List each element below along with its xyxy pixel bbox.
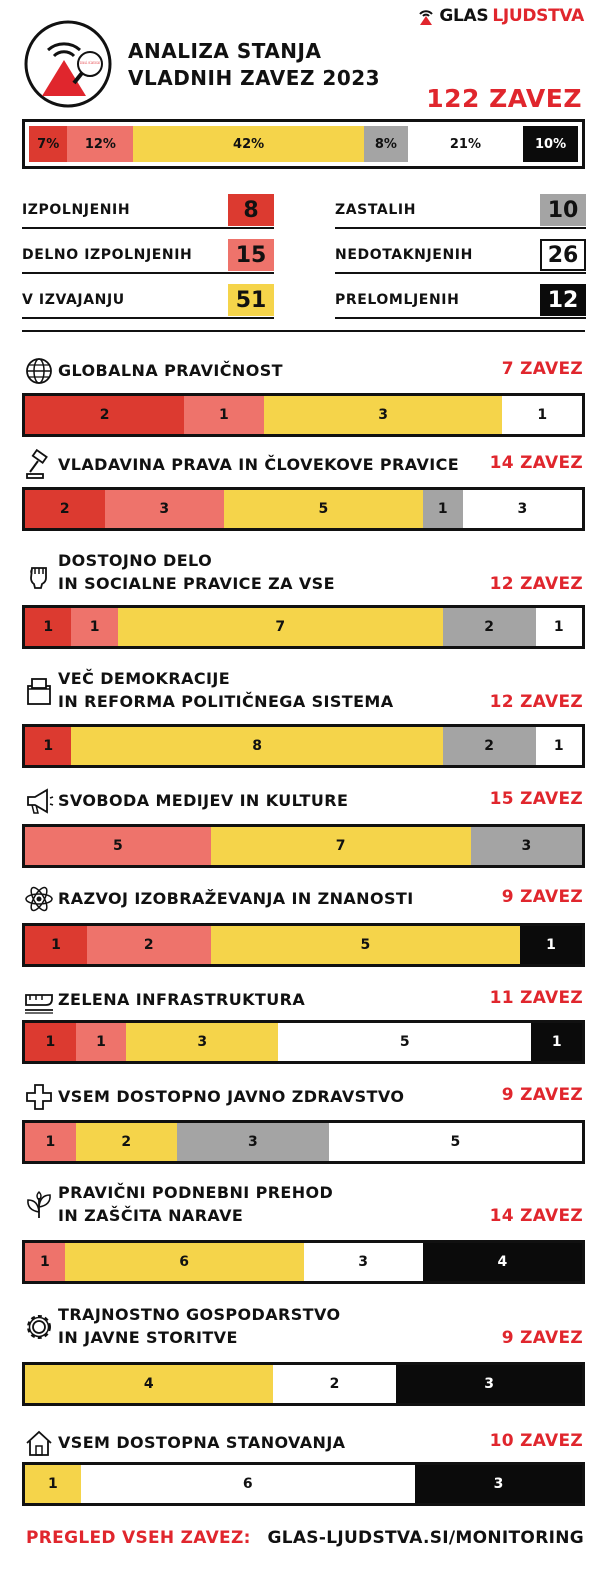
bar-segment-prelomljene: 4 xyxy=(423,1243,582,1281)
bar-segment-prelomljene: 3 xyxy=(415,1465,582,1503)
brand-part1: GLAS xyxy=(439,6,489,26)
category-bar xyxy=(22,1240,585,1284)
category-bar xyxy=(22,923,585,967)
bar-segment-izvajanje: 4 xyxy=(25,1365,273,1403)
broadcast-icon xyxy=(417,6,435,26)
category-bar xyxy=(22,1362,585,1406)
bar-segment-izpolnjene: 1 xyxy=(25,608,71,646)
category-title xyxy=(58,1181,333,1227)
bar-segment-nedotaknjene: 3 xyxy=(304,1243,423,1281)
category-title xyxy=(58,359,283,382)
bar-segment-delno: 3 xyxy=(105,490,224,528)
bar-segment-nedotaknjene: 5 xyxy=(278,1023,531,1061)
category-title-line: SVOBODA MEDIJEV IN KULTURE xyxy=(58,791,349,810)
gear-icon xyxy=(24,1312,54,1342)
title-line-1: ANALIZA STANJA xyxy=(128,39,322,63)
category-bar xyxy=(22,1020,585,1064)
category-title xyxy=(58,667,394,713)
category-bar xyxy=(22,1120,585,1164)
fist-icon xyxy=(24,558,54,588)
bar-segment-delno: 1 xyxy=(71,608,117,646)
house-icon xyxy=(24,1428,54,1458)
category-title xyxy=(58,453,459,476)
bar-segment-izpolnjene: 2 xyxy=(25,490,105,528)
bar-segment-delno: 1 xyxy=(25,1243,65,1281)
category-title xyxy=(58,887,414,910)
bar-segment-nedotaknjene: 1 xyxy=(502,396,582,434)
category-count: 14 ZAVEZ xyxy=(489,1206,583,1226)
brand-part2: LJUDSTVA xyxy=(492,6,584,26)
summary-segment-nedotaknjene: 21% xyxy=(408,126,523,162)
stat-delno xyxy=(22,238,274,274)
category-bar xyxy=(22,487,585,531)
bar-segment-nedotaknjene: 5 xyxy=(329,1123,582,1161)
bar-segment-delno: 1 xyxy=(184,396,264,434)
bar-segment-delno: 1 xyxy=(76,1023,127,1061)
stat-count: 8 xyxy=(228,194,274,226)
summary-segment-prelomljene: 10% xyxy=(523,126,578,162)
category-bar xyxy=(22,1462,585,1506)
bar-segment-delno: 5 xyxy=(25,827,211,865)
bar-segment-prelomljene: 3 xyxy=(396,1365,582,1403)
bar-segment-zastale: 3 xyxy=(471,827,582,865)
category-title xyxy=(58,549,335,595)
footer xyxy=(26,1528,584,1548)
bar-segment-izvajanje: 8 xyxy=(71,727,442,765)
gavel-icon xyxy=(24,450,54,480)
category-count: 11 ZAVEZ xyxy=(489,988,583,1008)
stat-count: 12 xyxy=(540,284,586,316)
bar-segment-nedotaknjene: 2 xyxy=(273,1365,397,1403)
ballot-box-icon xyxy=(24,676,54,706)
summary-segment-zastale: 8% xyxy=(364,126,408,162)
bar-segment-zastale: 1 xyxy=(423,490,463,528)
category-title-line: IN JAVNE STORITVE xyxy=(58,1328,238,1347)
report-logo-icon xyxy=(24,20,112,108)
bar-segment-izvajanje: 6 xyxy=(65,1243,304,1281)
bar-segment-izvajanje: 5 xyxy=(211,926,520,964)
stat-prelomljene xyxy=(335,283,586,319)
category-count: 15 ZAVEZ xyxy=(489,789,583,809)
bar-segment-izvajanje: 1 xyxy=(25,1465,81,1503)
stat-count: 10 xyxy=(540,194,586,226)
bar-segment-izvajanje: 7 xyxy=(211,827,471,865)
bar-segment-nedotaknjene: 6 xyxy=(81,1465,415,1503)
bar-segment-zastale: 2 xyxy=(443,608,536,646)
category-title-line: TRAJNOSTNO GOSPODARSTVO xyxy=(58,1305,341,1324)
category-title-line: DOSTOJNO DELO xyxy=(58,551,213,570)
stat-label: IZPOLNJENIH xyxy=(22,202,131,218)
total-count: 122 ZAVEZ xyxy=(426,84,582,113)
bar-segment-zastale: 2 xyxy=(443,727,536,765)
footer-label: PREGLED VSEH ZAVEZ: xyxy=(26,1528,251,1548)
category-title-line: IN SOCIALNE PRAVICE ZA VSE xyxy=(58,574,335,593)
stat-count: 15 xyxy=(228,239,274,271)
stat-nedotaknjene xyxy=(335,238,586,274)
brand-logo xyxy=(417,6,584,26)
summary-segment-izpolnjene: 7% xyxy=(29,126,67,162)
page-title xyxy=(128,38,380,92)
category-title-line: IN REFORMA POLITIČNEGA SISTEMA xyxy=(58,692,394,711)
category-title xyxy=(58,1303,340,1349)
bar-segment-izpolnjene: 2 xyxy=(25,396,184,434)
atom-icon xyxy=(24,884,54,914)
summary-bar-segments xyxy=(29,126,578,162)
stat-izvajanje xyxy=(22,283,274,319)
divider xyxy=(22,330,585,332)
stat-count: 51 xyxy=(228,284,274,316)
bar-segment-nedotaknjene: 1 xyxy=(536,608,582,646)
stat-zastale xyxy=(335,193,586,229)
train-icon xyxy=(24,985,54,1015)
title-line-2: VLADNIH ZAVEZ 2023 xyxy=(128,66,381,90)
category-title-line: IN ZAŠČITA NARAVE xyxy=(58,1206,244,1225)
bar-segment-prelomljene: 1 xyxy=(531,1023,582,1061)
category-title xyxy=(58,988,305,1011)
bar-segment-izvajanje: 7 xyxy=(118,608,443,646)
summary-segment-delno: 12% xyxy=(67,126,133,162)
category-title xyxy=(58,1085,404,1108)
bar-segment-izvajanje: 3 xyxy=(264,396,503,434)
category-count: 14 ZAVEZ xyxy=(489,453,583,473)
bar-segment-prelomljene: 1 xyxy=(520,926,582,964)
category-title-line: VEČ DEMOKRACIJE xyxy=(58,669,231,688)
stat-label: NEDOTAKNJENIH xyxy=(335,247,473,263)
bar-segment-delno: 1 xyxy=(25,1123,76,1161)
bar-segment-izvajanje: 2 xyxy=(76,1123,177,1161)
stat-label: DELNO IZPOLNJENIH xyxy=(22,247,193,263)
category-title-line: ZELENA INFRASTRUKTURA xyxy=(58,990,306,1009)
category-title-line: RAZVOJ IZOBRAŽEVANJA IN ZNANOSTI xyxy=(58,889,414,908)
stat-label: V IZVAJANJU xyxy=(22,292,125,308)
footer-link[interactable]: GLAS-LJUDSTVA.SI/MONITORING xyxy=(267,1528,584,1548)
bar-segment-zastale: 3 xyxy=(177,1123,329,1161)
stat-izpolnjene xyxy=(22,193,274,229)
category-count: 7 ZAVEZ xyxy=(501,359,583,379)
category-count: 9 ZAVEZ xyxy=(501,887,583,907)
category-bar xyxy=(22,824,585,868)
category-title-line: GLOBALNA PRAVIČNOST xyxy=(58,361,283,380)
globe-icon xyxy=(24,356,54,386)
megaphone-icon xyxy=(24,786,54,816)
category-bar xyxy=(22,605,585,649)
bar-segment-delno: 2 xyxy=(87,926,211,964)
category-count: 10 ZAVEZ xyxy=(489,1431,583,1451)
bar-segment-nedotaknjene: 3 xyxy=(463,490,582,528)
category-title xyxy=(58,789,348,812)
bar-segment-izpolnjene: 1 xyxy=(25,926,87,964)
summary-bar xyxy=(22,119,585,169)
medical-cross-icon xyxy=(24,1082,54,1112)
category-title-line: PRAVIČNI PODNEBNI PREHOD xyxy=(58,1183,334,1202)
category-title-line: VSEM DOSTOPNA STANOVANJA xyxy=(58,1433,346,1452)
bar-segment-nedotaknjene: 1 xyxy=(536,727,582,765)
summary-segment-izvajanje: 42% xyxy=(133,126,364,162)
bar-segment-izpolnjene: 1 xyxy=(25,727,71,765)
bar-segment-izvajanje: 5 xyxy=(224,490,423,528)
bar-segment-izvajanje: 3 xyxy=(126,1023,278,1061)
category-bar xyxy=(22,393,585,437)
stat-count: 26 xyxy=(540,239,586,271)
category-bar xyxy=(22,724,585,768)
category-count: 12 ZAVEZ xyxy=(489,574,583,594)
category-count: 9 ZAVEZ xyxy=(501,1085,583,1105)
category-title xyxy=(58,1431,345,1454)
category-title-line: VSEM DOSTOPNO JAVNO ZDRAVSTVO xyxy=(58,1087,405,1106)
logo-text xyxy=(80,60,100,65)
category-count: 9 ZAVEZ xyxy=(501,1328,583,1348)
sprout-icon xyxy=(24,1190,54,1220)
category-title-line: VLADAVINA PRAVA IN ČLOVEKOVE PRAVICE xyxy=(58,455,460,474)
category-count: 12 ZAVEZ xyxy=(489,692,583,712)
bar-segment-izpolnjene: 1 xyxy=(25,1023,76,1061)
stat-label: ZASTALIH xyxy=(335,202,417,218)
stat-label: PRELOMLJENIH xyxy=(335,292,460,308)
